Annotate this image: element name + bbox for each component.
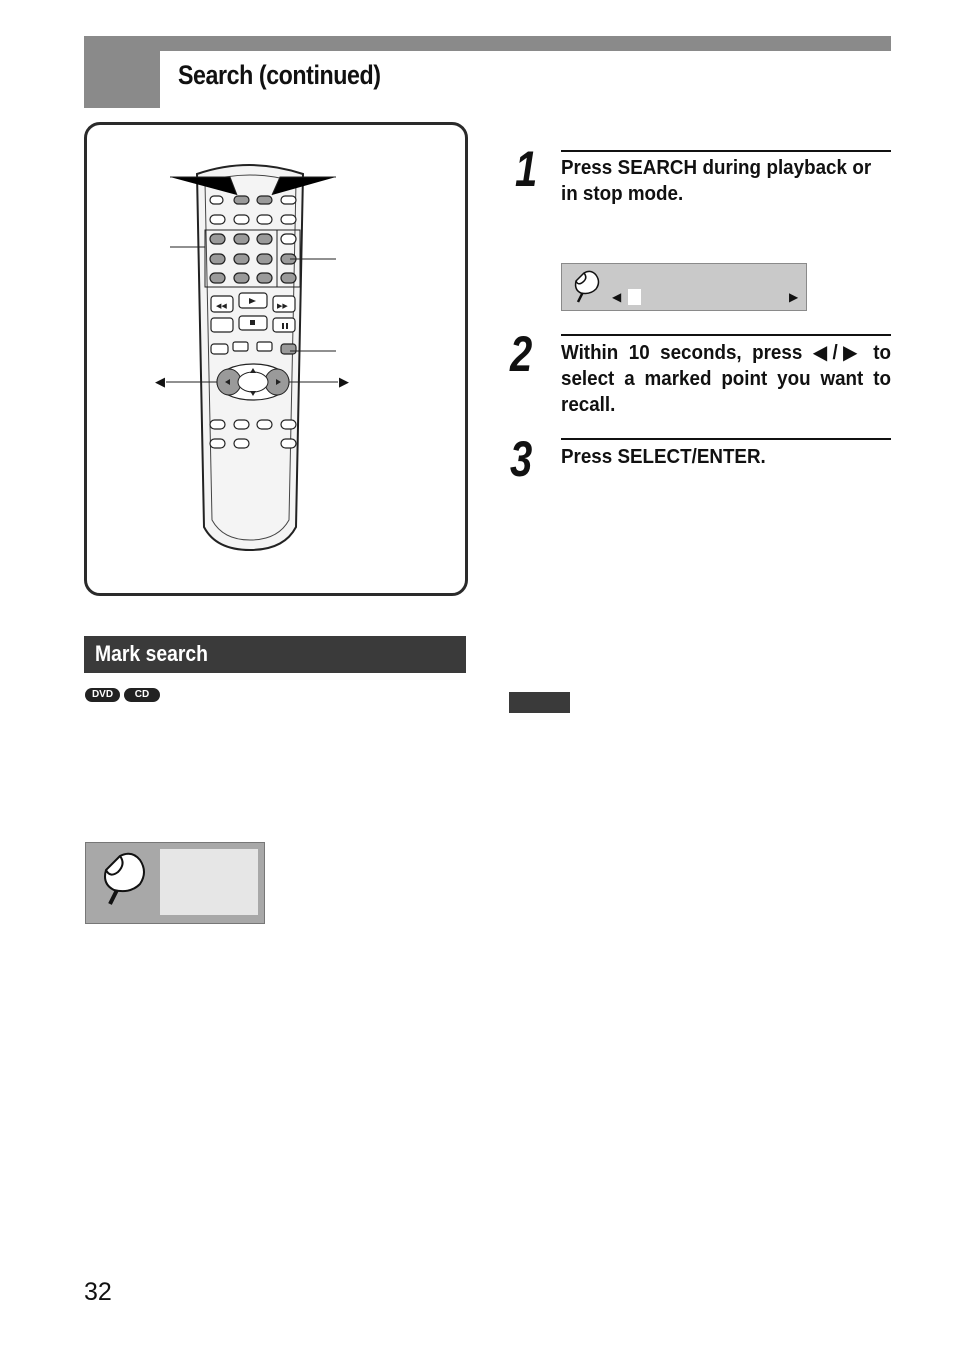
osd-right-arrow-icon: ▶ [789, 290, 799, 304]
step-3-text: Press SELECT/ENTER. [561, 446, 766, 468]
step-1-number: 1 [515, 141, 538, 197]
header-bar [84, 36, 891, 51]
svg-text:◀◀: ◀◀ [216, 302, 227, 310]
section-title: Mark search [95, 641, 209, 666]
osd-marker-pin-icon [570, 268, 604, 306]
step-1-text: Press SEARCH during playback or in stop mode. [561, 157, 872, 205]
step-1-rule [561, 150, 891, 152]
header-tab [84, 36, 160, 108]
right-arrow-callout-icon: ▶ [339, 374, 349, 389]
step-2-text: Within 10 seconds, press ◀/▶ to select a marked point you want to recall. [561, 342, 891, 416]
svg-text:▶▶: ▶▶ [277, 302, 288, 310]
cd-badge: CD [124, 688, 160, 702]
osd-mark-slot [628, 289, 641, 305]
marker-pin-icon [96, 848, 152, 918]
step-3-rule [561, 438, 891, 440]
note-header-bar [509, 692, 570, 713]
left-arrow-callout-icon: ◀ [155, 374, 165, 389]
step-3-number: 3 [510, 431, 533, 487]
header-notch [160, 51, 180, 108]
remote-control-illustration [84, 122, 468, 596]
dvd-badge: DVD [85, 688, 120, 702]
page-title: Search (continued) [178, 60, 381, 90]
step-2-number: 2 [510, 326, 533, 382]
memo-box-content [160, 849, 258, 915]
osd-left-arrow-icon: ◀ [612, 290, 622, 304]
page-number: 32 [84, 1278, 112, 1306]
step-2-rule [561, 334, 891, 336]
